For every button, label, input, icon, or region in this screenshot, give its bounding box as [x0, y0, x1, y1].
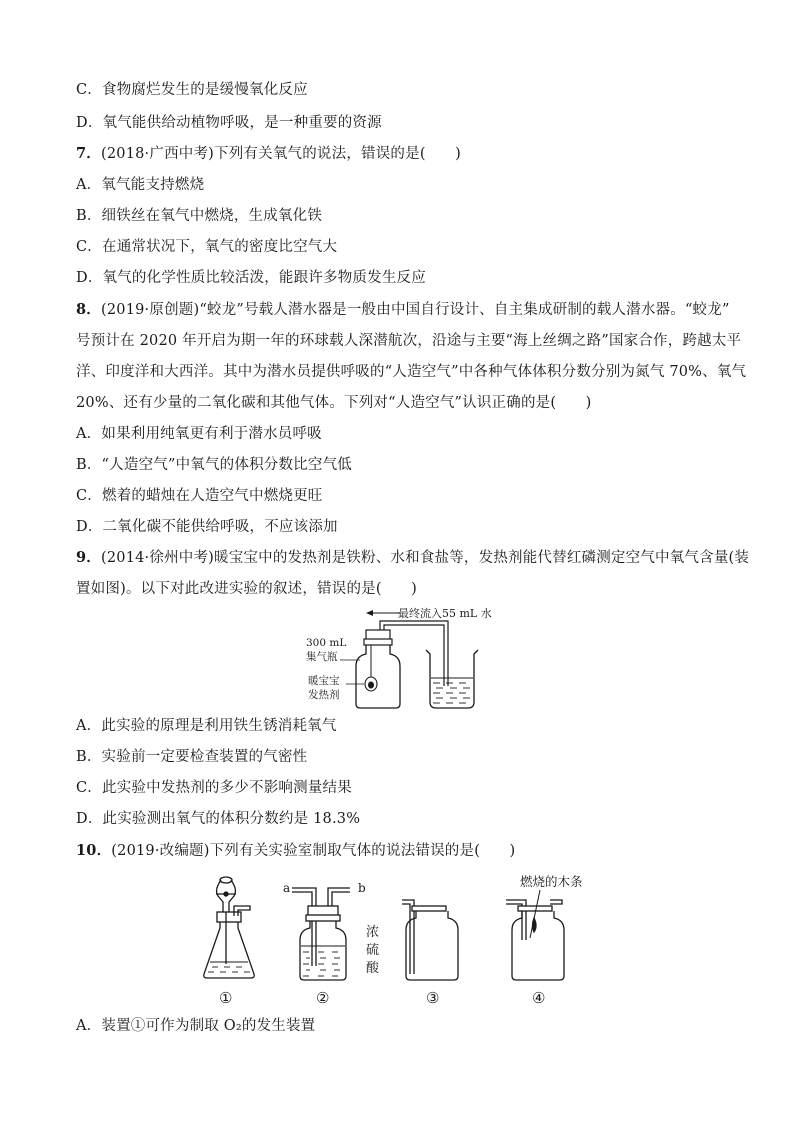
q9-option-a: A．此实验的原理是利用铁生锈消耗氧气 [76, 718, 337, 734]
apparatus-3-gas-jar [402, 900, 458, 980]
q9-number: 9． [76, 549, 101, 566]
q8-option-d: D．二氧化碳不能供给呼吸，不应该添加 [76, 519, 338, 535]
q6-option-d: D．氧气能供给动植物呼吸，是一种重要的资源 [76, 115, 382, 131]
acid-label-2: 硫 [366, 943, 380, 958]
q9-figure [300, 604, 500, 714]
acid-label-1: 浓 [366, 925, 380, 940]
q7-option-d: D．氧气的化学性质比较活泼，能跟许多物质发生反应 [76, 270, 426, 286]
port-b-label: b [358, 881, 366, 895]
q8-option-c: C．燃着的蜡烛在人造空气中燃烧更旺 [76, 488, 323, 504]
q9-option-b: B．实验前一定要检查装置的气密性 [76, 749, 308, 765]
burning-stick-label: 燃烧的木条 [520, 874, 583, 889]
agent-label-2: 发热剂 [308, 689, 340, 701]
q9-option-c: C．此实验中发热剂的多少不影响测量结果 [76, 780, 352, 796]
q7-stem-text: (2018·广西中考)下列有关氧气的说法，错误的是( ) [101, 146, 461, 162]
q7-stem [76, 144, 461, 164]
q6-option-c: C．食物腐烂发生的是缓慢氧化反应 [76, 82, 308, 98]
apparatus-1-flask [204, 877, 254, 978]
q7-option-b: B．细铁丝在氧气中燃烧，生成氧化铁 [76, 208, 323, 224]
q7-option-a: A．氧气能支持燃烧 [76, 177, 205, 193]
port-a-label: a [283, 881, 291, 895]
q9-stem-line-2: 置如图)。以下对此改进实验的叙述，错误的是( ) [76, 581, 417, 597]
apparatus-4-label: ④ [532, 989, 546, 1007]
arrow-head-icon [366, 610, 373, 616]
apparatus-4-gas-jar [506, 890, 564, 980]
q10-option-a: A．装置①可作为制取 O₂的发生装置 [76, 1018, 316, 1034]
q10-number: 10． [76, 842, 112, 859]
q7-option-c: C．在通常状况下，氧气的密度比空气大 [76, 239, 338, 255]
q10-stem-text: (2019·改编题)下列有关实验室制取气体的说法错误的是( ) [111, 843, 516, 859]
q9-stem-line-1 [76, 548, 749, 568]
beaker-water [431, 678, 473, 703]
agent-label-1: 暖宝宝 [308, 675, 340, 687]
q9-option-d: D．此实验测出氧气的体积分数约是 18.3% [76, 811, 361, 827]
bottle-volume-label: 300 mL [306, 637, 347, 649]
q8-stem-line-3: 洋、印度洋和大西洋。其中为潜水员提供呼吸的“人造空气”中各种气体体积分数分别为氮气 70%、氧气 [76, 364, 747, 380]
apparatus-1-label: ① [219, 989, 233, 1007]
q8-stem-line-2: 号预计在 2020 年开启为期一年的环球载人深潜航次，沿途与主要“海上丝绸之路”国家合作，跨越太平 [76, 333, 742, 349]
apparatus-3-label: ③ [426, 989, 440, 1007]
acid-label-3: 酸 [366, 961, 380, 976]
bottle-name-label: 集气瓶 [306, 651, 338, 663]
q9-stem-text-1: (2014·徐州中考)暖宝宝中的发热剂是铁粉、水和食盐等，发热剂能代替红磷测定空气中氧气含量(装 [101, 550, 750, 566]
flame-icon [533, 918, 537, 932]
q7-number: 7． [76, 145, 101, 162]
q10-stem [76, 841, 515, 861]
q8-stem-line-4: 20%、还有少量的二氧化碳和其他气体。下列对“人造空气”认识正确的是( ) [76, 395, 592, 411]
apparatus-2-wash-bottle [292, 888, 350, 980]
q8-stem-line-1 [76, 300, 730, 320]
q10-figure [190, 866, 610, 1008]
beaker [426, 650, 478, 708]
q8-option-b: B．“人造空气”中氧气的体积分数比空气低 [76, 457, 352, 473]
q8-option-a: A．如果利用纯氧更有利于潜水员呼吸 [76, 426, 322, 442]
gas-collecting-bottle [356, 645, 400, 708]
water-label: 最终流入55 mL 水 [398, 607, 492, 620]
apparatus-2-label: ② [316, 989, 330, 1007]
q8-stem-text-1: (2019·原创题)“蛟龙”号载人潜水器是一般由中国自行设计、自主集成研制的载人潜水器。“蛟龙” [101, 302, 730, 318]
q8-number: 8． [76, 301, 101, 318]
